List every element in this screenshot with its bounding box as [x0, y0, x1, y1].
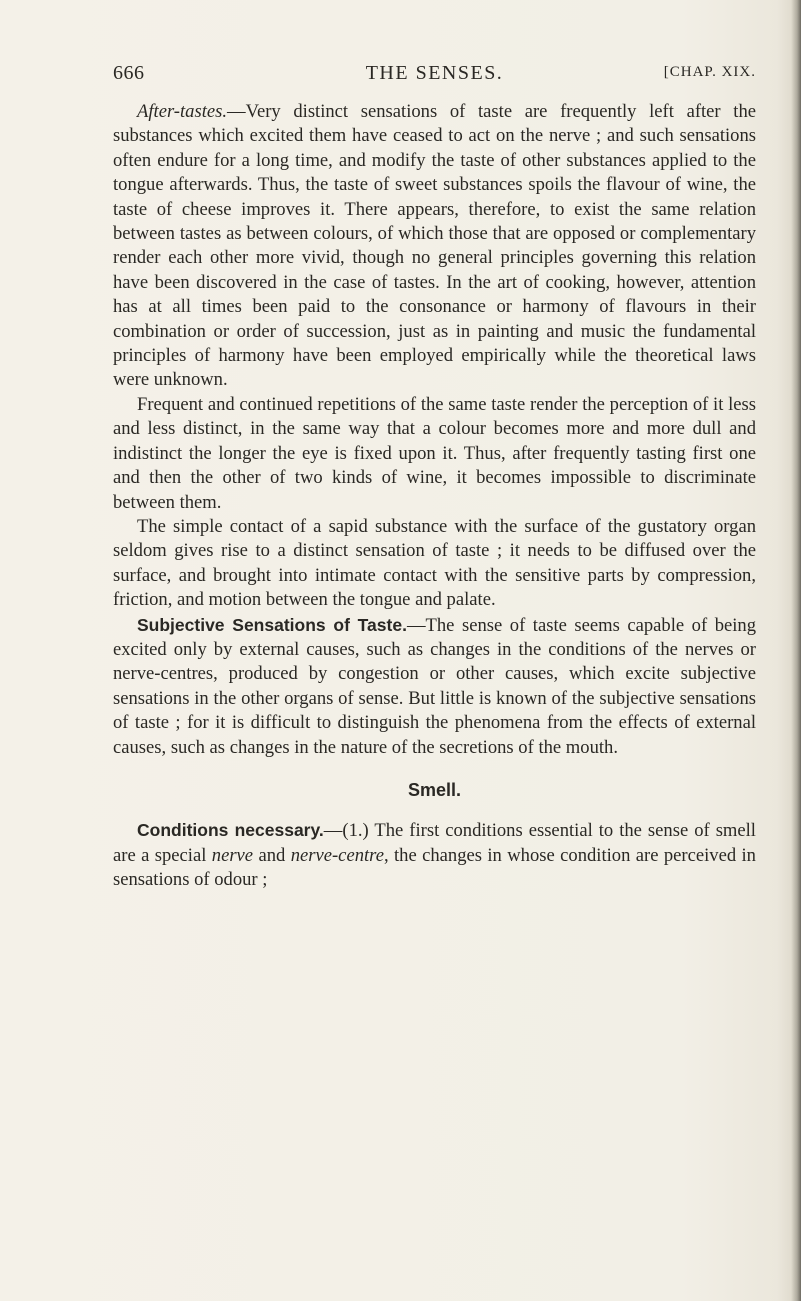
paragraph-subjective-sensations	[113, 613, 756, 760]
paragraph-repetitions	[113, 393, 756, 515]
paragraph-text: The simple contact of a sapid substance with the surface of the gustatory organ seldom gives rise to a distinct sensation of taste ; it needs to be diffused over the surface, and brought into intimate contact with the sensitive parts by compression, friction, and motion between the tongue and palate.	[113, 515, 756, 611]
paragraph-text: —The sense of taste seems capable of being excited only by external causes, such as changes in the conditions of the nerves or nerve-centres, produced by congestion or other causes, which excite subjective sensations in the other organs of sense. But little is known of the subjective sensations of taste ; for it is difficult to distinguish the phenomena from the effects of external causes, such as changes in the nature of the secretions of the mouth.	[113, 614, 757, 758]
section-heading: Smell.	[407, 779, 462, 800]
paragraph-text: —(1.) The first conditions essential to the sense of smell are a special	[113, 820, 756, 866]
paragraph-conditions	[113, 818, 756, 892]
body-text	[113, 100, 756, 893]
chapter-label: [CHAP. XIX.	[663, 64, 756, 80]
paragraph-contact	[113, 515, 756, 613]
paragraph-lead: Subjective Sensations of Taste.	[137, 614, 407, 635]
paragraph-text: Frequent and continued repetitions of the same taste render the perception of it less and less distinct, in the same way that a colour becomes more and more dull and indistinct the longer the eye is fixed upon it. Thus, after frequently tasting first one and then the other of two kinds of wine, it becomes impossible to discriminate between them.	[113, 393, 756, 513]
paragraph-text: and	[253, 844, 291, 866]
running-header	[113, 62, 756, 92]
paragraph-text: —Very distinct sensations of taste are frequently left after the substances which excited them have ceased to act on the nerve ; and such sensations often endure for a long time, and modify the taste of other substances applied to the tongue afterwards. Thus, the taste of sweet substances spoils the flavour of wine, the taste of cheese improves it. There appears, therefore, to exist the same relation between tastes as between colours, of which those that are opposed or complementary render each other more vivid, though no general principles governing this relation have been discovered in the case of tastes. In the art of cooking, however, attention has at all times been paid to the consonance or harmony of flavours in their combination or order of succession, just as in painting and music the fundamental principles of harmony have been employed empirically while the theoretical laws were unknown.	[113, 101, 756, 391]
running-title: THE SENSES.	[365, 62, 504, 84]
paragraph-lead: After-tastes.	[137, 101, 227, 122]
paragraph-after-tastes	[113, 100, 756, 393]
page-number: 666	[113, 62, 145, 84]
paragraph-lead: Conditions necessary.	[137, 820, 324, 841]
page-edge-shadow	[791, 0, 801, 1301]
emphasis-nerve-centre: nerve-centre	[290, 844, 384, 866]
emphasis-nerve: nerve	[211, 844, 254, 866]
paragraph-text: , the changes in whose condition are perceived in sensations of odour ;	[113, 844, 756, 891]
